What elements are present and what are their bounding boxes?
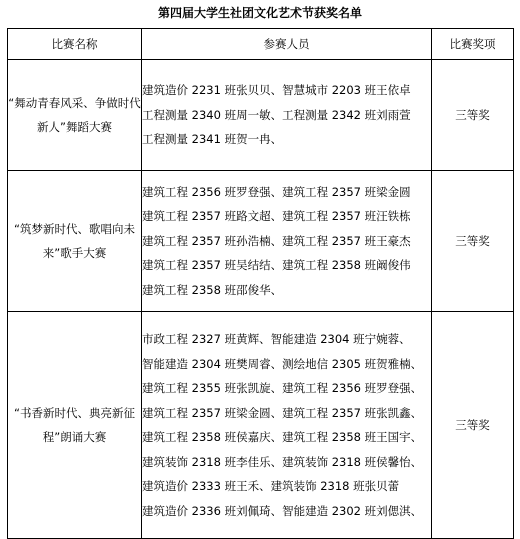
header-competition: 比赛名称 [8, 29, 142, 60]
header-award: 比赛奖项 [432, 29, 514, 60]
header-participants: 参赛人员 [142, 29, 432, 60]
table-row [8, 312, 514, 539]
table-row [8, 171, 514, 312]
participant-line: 建筑造价 2231 班张贝贝、智慧城市 2203 班王依卓 [142, 83, 411, 98]
table-row [8, 60, 514, 171]
award-level: 三等奖 [432, 312, 514, 539]
participant-line: 建筑造价 2333 班王禾、建筑装饰 2318 班张贝蕾 [142, 479, 400, 493]
participants-cell [142, 312, 432, 539]
participants-cell [142, 171, 432, 312]
participant-line: 建筑工程 2358 班侯嘉庆、建筑工程 2358 班王国宇、 [142, 430, 423, 444]
participant-line: 建筑工程 2356 班罗登强、建筑工程 2357 班梁金圆 [142, 184, 411, 199]
participant-line: 建筑工程 2357 班吴结结、建筑工程 2358 班阚俊伟 [142, 258, 411, 273]
document-title: 第四届大学生社团文化艺术节获奖名单 [157, 6, 362, 20]
competition-name: “舞动青春风采、争做时代新人”舞蹈大赛 [8, 60, 142, 171]
participant-line: 建筑工程 2357 班路文超、建筑工程 2357 班汪铁栋 [142, 209, 411, 224]
competition-name: “筑梦新时代、歌唱向未来”歌手大赛 [8, 171, 142, 312]
award-table [7, 28, 514, 539]
participant-line: 建筑造价 2336 班刘佩琦、智能建造 2302 班刘偲淇、 [142, 503, 423, 518]
participant-line: 工程测量 2341 班贺一冉、 [142, 132, 283, 147]
participant-line: 建筑工程 2355 班张凯旋、建筑工程 2356 班罗登强、 [142, 381, 423, 395]
participant-line: 建筑工程 2358 班邵俊华、 [142, 282, 283, 297]
participant-line: 市政工程 2327 班黄辉、智能建造 2304 班宁婉蓉、 [142, 332, 411, 346]
award-level: 三等奖 [432, 60, 514, 171]
participant-line: 智能建造 2304 班樊周睿、测绘地信 2305 班贺雅楠、 [142, 356, 423, 371]
award-level: 三等奖 [432, 171, 514, 312]
participant-line: 建筑工程 2357 班梁金圆、建筑工程 2357 班张凯鑫、 [142, 405, 423, 420]
competition-name: “书香新时代、典亮新征程”朗诵大赛 [8, 312, 142, 539]
participant-line: 建筑工程 2357 班孙浩楠、建筑工程 2357 班王豪杰 [142, 233, 411, 248]
participants-cell [142, 60, 432, 171]
participant-line: 工程测量 2340 班周一敏、工程测量 2342 班刘雨萱 [142, 107, 411, 122]
participant-line: 建筑装饰 2318 班李佳乐、建筑装饰 2318 班侯馨怡、 [142, 454, 423, 469]
header-row [8, 29, 514, 60]
